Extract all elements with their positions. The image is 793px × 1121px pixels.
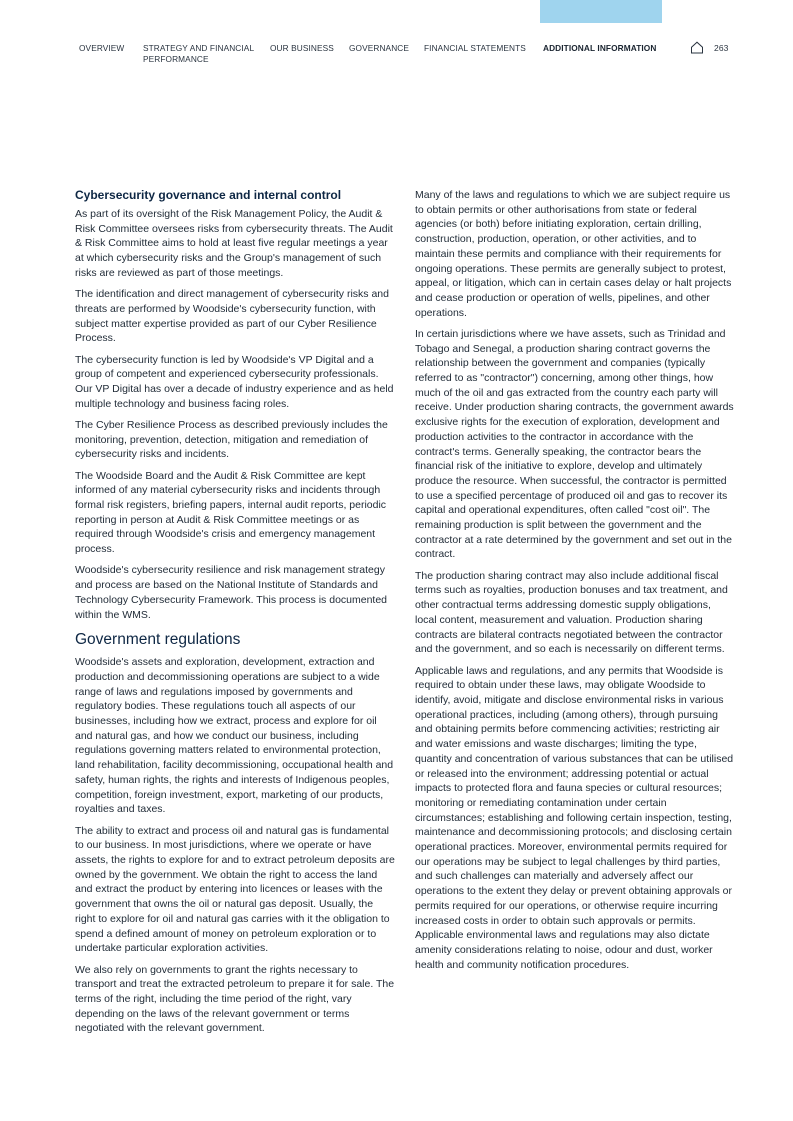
top-navigation [0, 43, 793, 73]
paragraph: The Cyber Resilience Process as described previously includes the monitoring, prevention, detection, mitigation and remediation of cybersecurity risks and incidents. [75, 418, 388, 461]
right-column [415, 188, 735, 979]
paragraph: Many of the laws and regulations to which we are subject require us to obtain permits or other authorisations from state or federal agencies (or both) before initiating exploration, certain drilling, construction, production, operation, or other activities, and to maintain these permits and compliance with their requirements for ongoing operations. These permits are generally subject to protest, appeal, or litigation, which can in certain cases delay or halt projects and cease production or operation of wells, pipelines, and other operations. [415, 189, 732, 319]
nav-strategy-and-financial-performance[interactable]: STRATEGY AND FINANCIAL PERFORMANCE [143, 43, 254, 64]
nav-overview[interactable]: OVERVIEW [79, 43, 125, 53]
paragraph: The ability to extract and process oil and natural gas is fundamental to our business. In most jurisdictions, where we operate or have assets, the rights to explore for and to extract petroleum deposits are owned by the government. We obtain the right to access the land and extract the product by entering into licences or leases with the government that owns the oil or natural gas deposit. Usually, the right to explore for oil and natural gas carries with it the obligation to spend a defined amount of money on petroleum exploration or to undertake particular exploration activities. [75, 824, 395, 955]
paragraph: The identification and direct management of cybersecurity risks and threats are performed by Woodside's cybersecurity function, with subject matter expertise provided as part of our Cyber Resilience Process. [75, 288, 389, 345]
nav-financial-statements[interactable]: FINANCIAL STATEMENTS [424, 43, 526, 53]
active-section-tab-marker [540, 0, 662, 23]
paragraph: The cybersecurity function is led by Woodside's VP Digital and a group of competent and experienced cybersecurity professionals. Our VP Digital has over a decade of industry experience and as held multiple technology and business facing roles. [75, 353, 394, 410]
government-regulations-heading: Government regulations [75, 631, 241, 649]
nav-governance[interactable]: GOVERNANCE [349, 43, 410, 53]
paragraph: We also rely on governments to grant the rights necessary to transport and treat the extracted petroleum to prepare it for sale. The terms of the right, including the time period of the right, vary depending on the laws of the relevant government or terms negotiated with the relevant government. [75, 963, 395, 1035]
home-icon[interactable] [690, 41, 704, 54]
paragraph: The Woodside Board and the Audit & Risk Committee are kept informed of any material cybersecurity risks and incidents through formal risk registers, briefing papers, internal audit reports, periodic reporting in person at Audit & Risk Committee meetings or as required through Woodside's crisis and emergency management process. [75, 469, 387, 556]
paragraph: Woodside's cybersecurity resilience and risk management strategy and process are based on the National Institute of Standards and Technology Cybersecurity Framework. This process is documented within the WMS. [75, 564, 388, 621]
paragraph: The production sharing contract may also include additional fiscal terms such as royalties, production bonuses and tax treatment, and other contractual terms addressing domestic supply obligations, local content, measurement and valuation. Production sharing contracts are bilateral contracts negotiated between the contractor and the government, and so each is necessarily on different terms. [415, 569, 728, 656]
nav-additional-information[interactable]: ADDITIONAL INFORMATION [543, 43, 657, 53]
cybersecurity-heading: Cybersecurity governance and internal control [75, 188, 342, 202]
nav-our-business[interactable]: OUR BUSINESS [270, 43, 334, 53]
page-number: 263 [714, 43, 729, 53]
paragraph: In certain jurisdictions where we have assets, such as Trinidad and Tobago and Senegal, a production sharing contract governs the relationship between the government and companies (typically referred to as "contractor") concerning, among other things, how much of the oil and gas extracted from the country each party will receive. Under production sharing contracts, the government awards exclusive rights for the execution of exploration, development and production activities to the contractor in accordance with the contract's terms. Generally speaking, the contractor bears the financial risk of the initiative to explore, develop and ultimately produce the resource. When successful, the contractor is permitted to use a specified percentage of produced oil and gas to recover its capital and operational expenditures, often called "cost oil". The remaining production is split between the government and the contractor at a rate determined by the government and set out in the contract. [415, 327, 734, 561]
paragraph: As part of its oversight of the Risk Management Policy, the Audit & Risk Committee oversees risks from cybersecurity threats. The Audit & Risk Committee aims to hold at least five regular meetings a year at which cybersecurity risks and the Group's management of such risks are reviewed as part of those meetings. [75, 208, 393, 279]
paragraph: Woodside's assets and exploration, development, extraction and production and decommissioning operations are subject to a wide range of laws and regulations imposed by governments and regulatory bodies. These regulations touch all aspects of our businesses, including how we extract, process and explore for oil and natural gas, and how we conduct our business, including regulations governing matters related to environmental protection, land rehabilitation, facility decommissioning, occupational health and safety, human rights, the rights and interests of Indigenous peoples, competition, foreign investment, export, marketing of our products, royalties and taxes. [75, 656, 394, 816]
left-column [75, 188, 395, 1043]
paragraph: Applicable laws and regulations, and any permits that Woodside is required to obtain under these laws, may obligate Woodside to identify, avoid, mitigate and disclose environmental risks in various operational practices, including (among others), through pursuing and obtaining permits before commencing activities; restricting air and water emissions and waste discharges; limiting the type, quantity and concentration of various substances that can be utilised or released into the environment; addressing potential or actual impacts to protected flora and fauna species or cultural resources; monitoring or remediating contamination under certain circumstances; establishing and following certain inspection, testing, maintenance and decommissioning protocols; and disclosing certain operational practices. Moreover, environmental permits required for our operations may be subject to legal challenges by third parties, and such challenges can materially and adversely affect our operations to the extent they delay or prevent obtaining approvals or permits required for our operations, or otherwise require incurring increased costs in order to obtain such approvals or permits. Applicable environmental laws and regulations may also dictate amenity considerations relating to noise, odour and dust, worker health and community notification procedures. [415, 664, 734, 971]
